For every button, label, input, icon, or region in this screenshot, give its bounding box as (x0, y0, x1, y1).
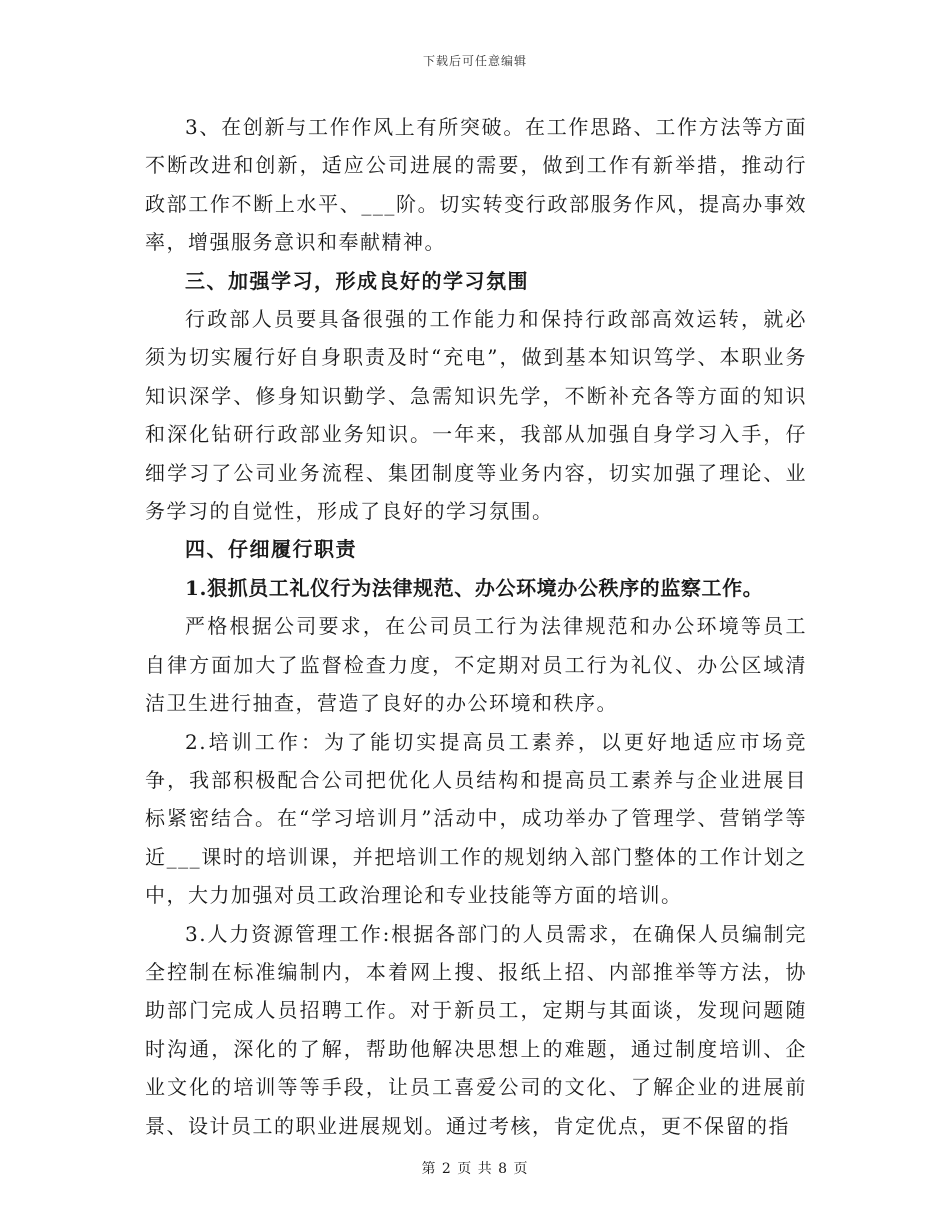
page-header-note: 下载后可任意编辑 (422, 54, 527, 68)
paragraph-hr-management: 3.人力资源管理工作:根据各部门的人员需求，在确保人员编制完全控制在标准编制内，本着网上搜、报纸上招、内部推举等方法，协助部门完成人员招聘工作。对于新员工，定期与其面谈，发现问题随时沟通，深化的了解，帮助他解决思想上的难题，通过制度培训、企业文化的培训等等手段，让员工喜爱公司的文化、了解企业的进展前景、设计员工的职业进展规划。通过考核，肯定优点，更不保留的指 (145, 921, 807, 1138)
section-heading-learning: 三、加强学习，形成良好的学习氛围 (185, 268, 529, 293)
document-body (145, 108, 807, 1145)
subheading-etiquette-supervision: 1.狠抓员工礼仪行为法律规范、办公环境办公秩序的监察工作。 (185, 575, 764, 600)
paragraph-supervision: 严格根据公司要求，在公司员工行为法律规范和办公环境等员工自律方面加大了监督检查力度，不定期对员工行为礼仪、办公区域清洁卫生进行抽查，营造了良好的办公环境和秩序。 (145, 614, 807, 716)
paragraph-training: 2.培训工作：为了能切实提高员工素养，以更好地适应市场竞争，我部积极配合公司把优化人员结构和提高员工素养与企业进展目标紧密结合。在“学习培训月”活动中，成功举办了管理学、营销学等近___课时的培训课，并把培训工作的规划纳入部门整体的工作计划之中，大力加强对员工政治理论和专业技能等方面的培训。 (145, 729, 807, 908)
section-heading-duties: 四、仔细履行职责 (185, 537, 357, 562)
page-number-footer: 第 2 页 共 8 页 (421, 1161, 529, 1177)
paragraph-learning: 行政部人员要具备很强的工作能力和保持行政部高效运转，就必须为切实履行好自身职责及时“充电”，做到基本知识笃学、本职业务知识深学、修身知识勤学、急需知识先学，不断补充各等方面的知识和深化钻研行政部业务知识。一年来，我部从加强自身学习入手，仔细学习了公司业务流程、集团制度等业务内容，切实加强了理论、业务学习的自觉性，形成了良好的学习氛围。 (145, 307, 807, 524)
paragraph-innovation: 3、在创新与工作作风上有所突破。在工作思路、工作方法等方面不断改进和创新，适应公司进展的需要，做到工作有新举措，推动行政部工作不断上水平、___阶。切实转变行政部服务作风，提高办事效率，增强服务意识和奉献精神。 (145, 115, 807, 255)
